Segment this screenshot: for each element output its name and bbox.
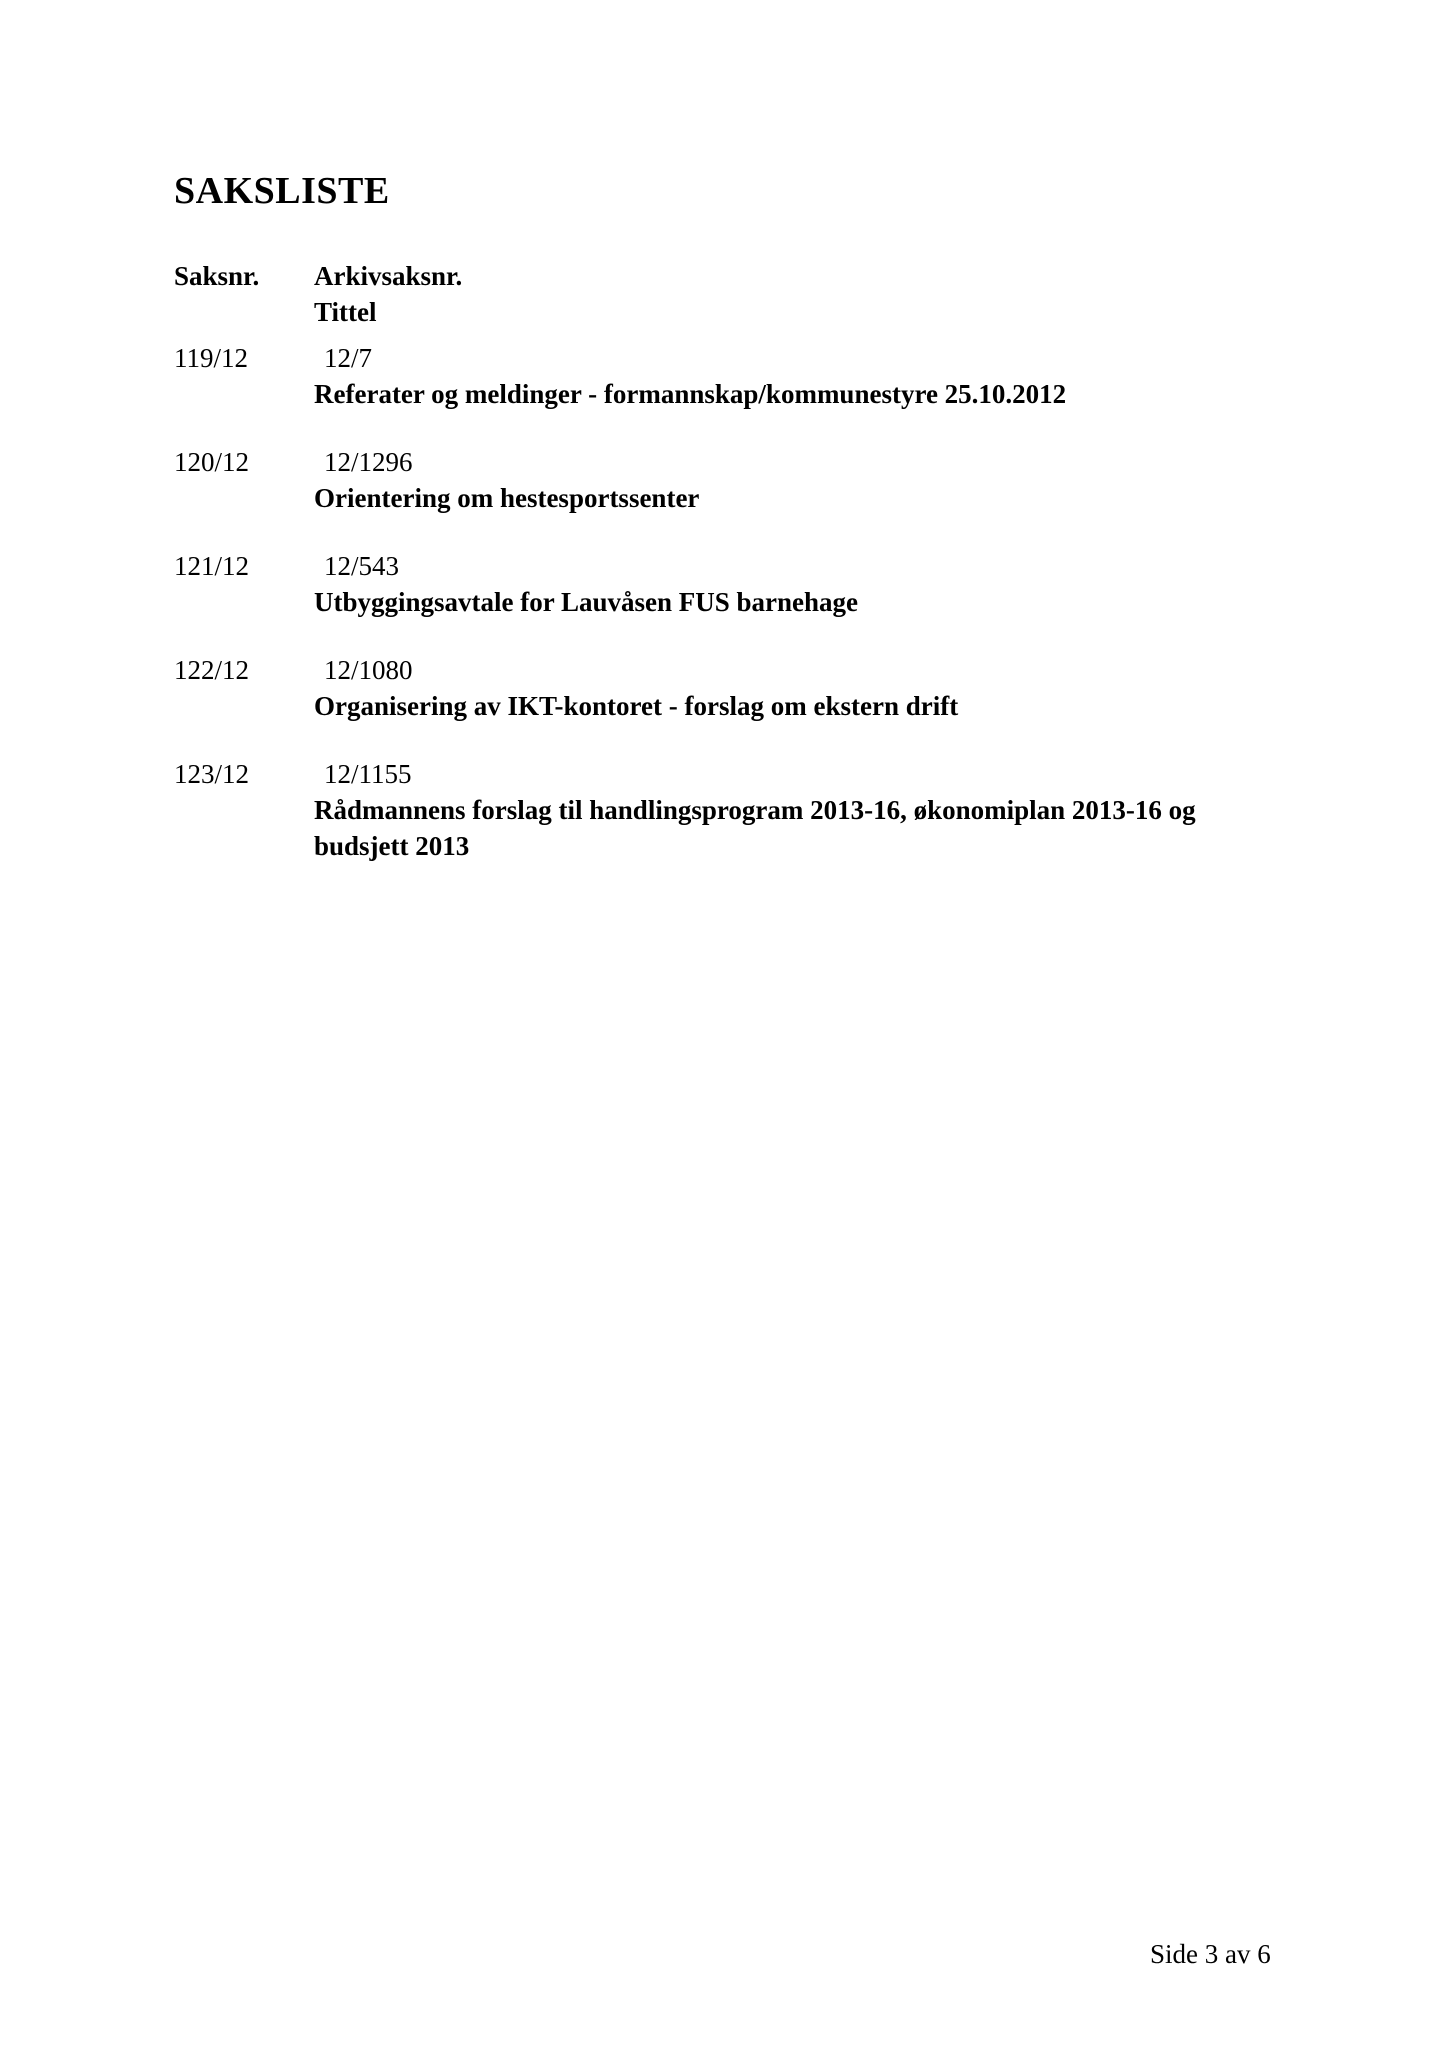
item-title: Organisering av IKT-kontoret - forslag om ekstern drift [314, 691, 959, 721]
header-arkivsaksnr: Arkivsaksnr. [314, 261, 463, 291]
item-arkivsaksnr: 12/1296 [324, 447, 413, 477]
item-saksnr: 123/12 [174, 759, 250, 789]
item-arkivsaksnr: 12/1155 [324, 759, 412, 789]
list-item [174, 444, 1294, 516]
item-arkivsaksnr: 12/1080 [324, 655, 413, 685]
page-title: SAKSLISTE [174, 170, 390, 212]
item-saksnr: 121/12 [174, 551, 250, 581]
page-number: Side 3 av 6 [1150, 1939, 1271, 1969]
item-saksnr: 119/12 [174, 343, 248, 373]
item-arkivsaksnr: 12/7 [324, 343, 373, 373]
header-tittel: Tittel [314, 297, 377, 327]
item-title: Referater og meldinger - formannskap/kommunestyre 25.10.2012 [314, 379, 1067, 409]
item-saksnr: 120/12 [174, 447, 250, 477]
list-item [174, 756, 1294, 864]
item-arkivsaksnr: 12/543 [324, 551, 400, 581]
list-item [174, 652, 1294, 724]
item-title: Utbyggingsavtale for Lauvåsen FUS barnehage [314, 587, 859, 617]
item-saksnr: 122/12 [174, 655, 250, 685]
header-saksnr: Saksnr. [174, 261, 260, 291]
item-title: Orientering om hestesportssenter [314, 483, 700, 513]
case-list [174, 340, 1294, 896]
list-item [174, 548, 1294, 620]
list-item [174, 340, 1294, 412]
item-title: Rådmannens forslag til handlingsprogram 2013-16, økonomiplan 2013-16 og budsjett 2013 [314, 795, 1196, 861]
